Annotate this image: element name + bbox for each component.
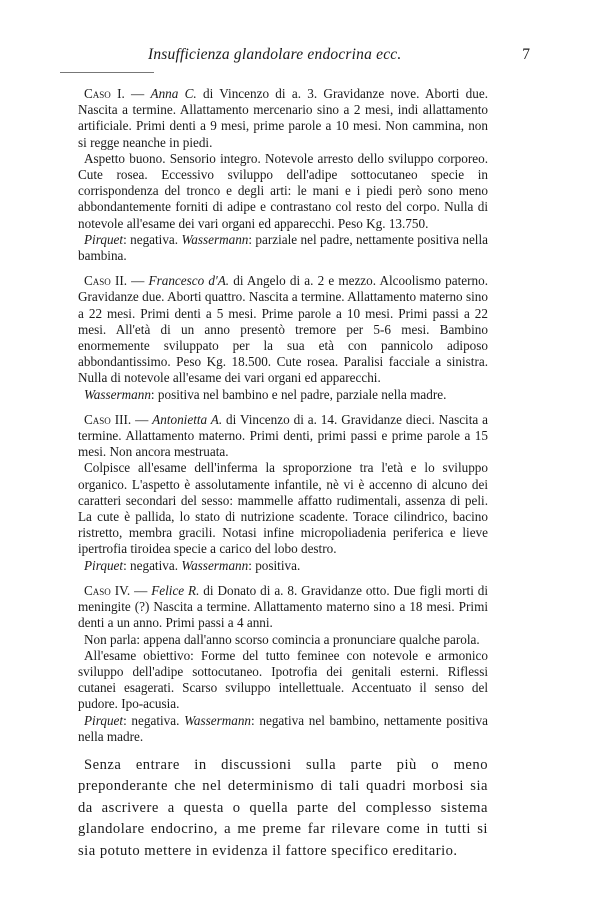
wassermann-label: Wassermann (184, 712, 252, 728)
pirquet-result: : negativa. (123, 231, 182, 247)
case-3-label: Caso III. — (84, 411, 149, 427)
wassermann-label: Wassermann (84, 386, 151, 402)
conclusion-paragraph: Senza entrare in discussioni sulla parte più o meno preponderante che nel determinismo di tali quadri morbosi sia da ascrivere a questa o quella parte del complesso sistema glandolare endocrino, a me preme far rilevare come in tutti si sia potuto mettere in evidenza il fattore specifico ereditario. (78, 756, 488, 859)
pirquet-result: : negativa. (123, 557, 182, 573)
case-4-tests (78, 713, 488, 745)
case-4-history-text: di Donato di a. 8. Gravidanze otto. Due figli morti di meningite (?) Nascita a termine. Allattamento materno sino a 18 mesi. Primi denti a un anno. Primi passi a 4 anni. (78, 582, 489, 631)
conclusion (78, 755, 488, 863)
case-2-label: Caso II. — (84, 273, 145, 289)
wassermann-result: : positiva. (248, 557, 301, 573)
pirquet-label: Pirquet (84, 712, 124, 728)
case-4-patient: Felice R. (151, 582, 200, 598)
case-1-label: Caso I. — (84, 86, 145, 101)
case-1-tests (78, 232, 488, 264)
running-title: Insufficienza glandolare endocrina ecc. (148, 46, 402, 63)
case-3-patient: Antonietta A. (152, 411, 223, 427)
running-header (60, 46, 530, 76)
case-1-history-text: di Vincenzo di a. 3. Gravidanze nove. Aborti due. Nascita a termine. Allattamento mercenario sino a 2 mesi, indi allattamento artificiale. Primi denti a 9 mesi, prime parole a 10 mesi. Non cammina, non si regge neanche in piedi. (78, 86, 488, 150)
wassermann-result: : negativa nel bambino, nettamente positiva nella madre. (78, 712, 489, 744)
page-number: 7 (522, 46, 530, 63)
pirquet-label: Pirquet (84, 231, 124, 247)
wassermann-result: : parziale nel padre, nettamente positiva nella bambina. (78, 231, 488, 264)
header-rule (60, 72, 154, 73)
pirquet-label: Pirquet (84, 557, 124, 573)
body-text (78, 86, 488, 862)
case-1-patient: Anna C. (150, 86, 197, 101)
case-3-exam: Colpisce all'esame dell'inferma la sproporzione tra l'età e lo sviluppo organico. L'aspetto è assolutamente infantile, nè vi è accenno di alcuno dei caratteri secondari del sesso: mammelle affatto rudimentali, assenza di peli. La cute è pallida, lo stato di nutrizione scadente. Torace cilindrico, bacino ristretto, membra gracili. Notasi infine micropoliadenia periferica e lieve ipertrofia tiroidea specie a carico del lobo destro. (78, 460, 488, 557)
case-4-label: Caso IV. — (84, 582, 148, 598)
case-1-exam: Aspetto buono. Sensorio integro. Notevole arresto dello sviluppo corporeo. Cute rosea. Eccessivo sviluppo dell'adipe sottocutaneo specie in corrispondenza del tronco e degli arti: le mani e i piedi però sono meno abbondantemente forniti di adipe e contrastano col resto del corpo. Nulla di notevole all'esame dei vari organi ed apparecchi. Peso Kg. 13.750. (78, 150, 488, 231)
pirquet-result: : negativa. (123, 712, 185, 728)
case-3-tests (78, 558, 488, 574)
case-3-history (78, 412, 488, 461)
case-1-history (78, 86, 488, 151)
case-2-patient: Francesco d'A. (148, 273, 230, 289)
case-2-tests (78, 387, 488, 403)
case-3-history-text: di Vincenzo di a. 14. Gravidanze dieci. Nascita a termine. Allattamento materno. Primi denti, primi passi e prime parole a 15 mesi. Non ancora mestruata. (78, 411, 488, 460)
wassermann-label: Wassermann (181, 557, 249, 573)
case-4-exam: All'esame obiettivo: Forme del tutto feminee con notevole e armonico sviluppo dell'adipe sottocutaneo. Ipotrofia dei genitali esterni. Riflessi cutanei esagerati. Scarso sviluppo intellettuale. Accentuato il senso del pudore. Ipo-acusia. (78, 647, 488, 712)
case-4-speech: Non parla: appena dall'anno scorso comincia a pronunciare qualche parola. (84, 631, 480, 647)
case-2-history-text: di Angelo di a. 2 e mezzo. Alcoolismo paterno. Gravidanze due. Aborti quattro. Nascita a termine. Allattamento materno sino a 22 mesi. Primi denti a 5 mesi. Prime parole a 10 mesi. Primi passi a 22 mesi. All'età di un anno presentò tremore per 5-6 mesi. Bambino enormemente sviluppato per la sua età con pannicolo adiposo abbondantissimo. Peso Kg. 18.500. Cute rosea. Paralisi facciale a sinistra. Nulla di notevole all'esame dei vari organi ed apparecchi. (78, 273, 488, 386)
wassermann-result: : positiva nel bambino e nel padre, parziale nella madre. (150, 386, 447, 402)
wassermann-label: Wassermann (181, 231, 249, 247)
case-2-history (78, 273, 488, 386)
case-4-history (78, 583, 488, 632)
